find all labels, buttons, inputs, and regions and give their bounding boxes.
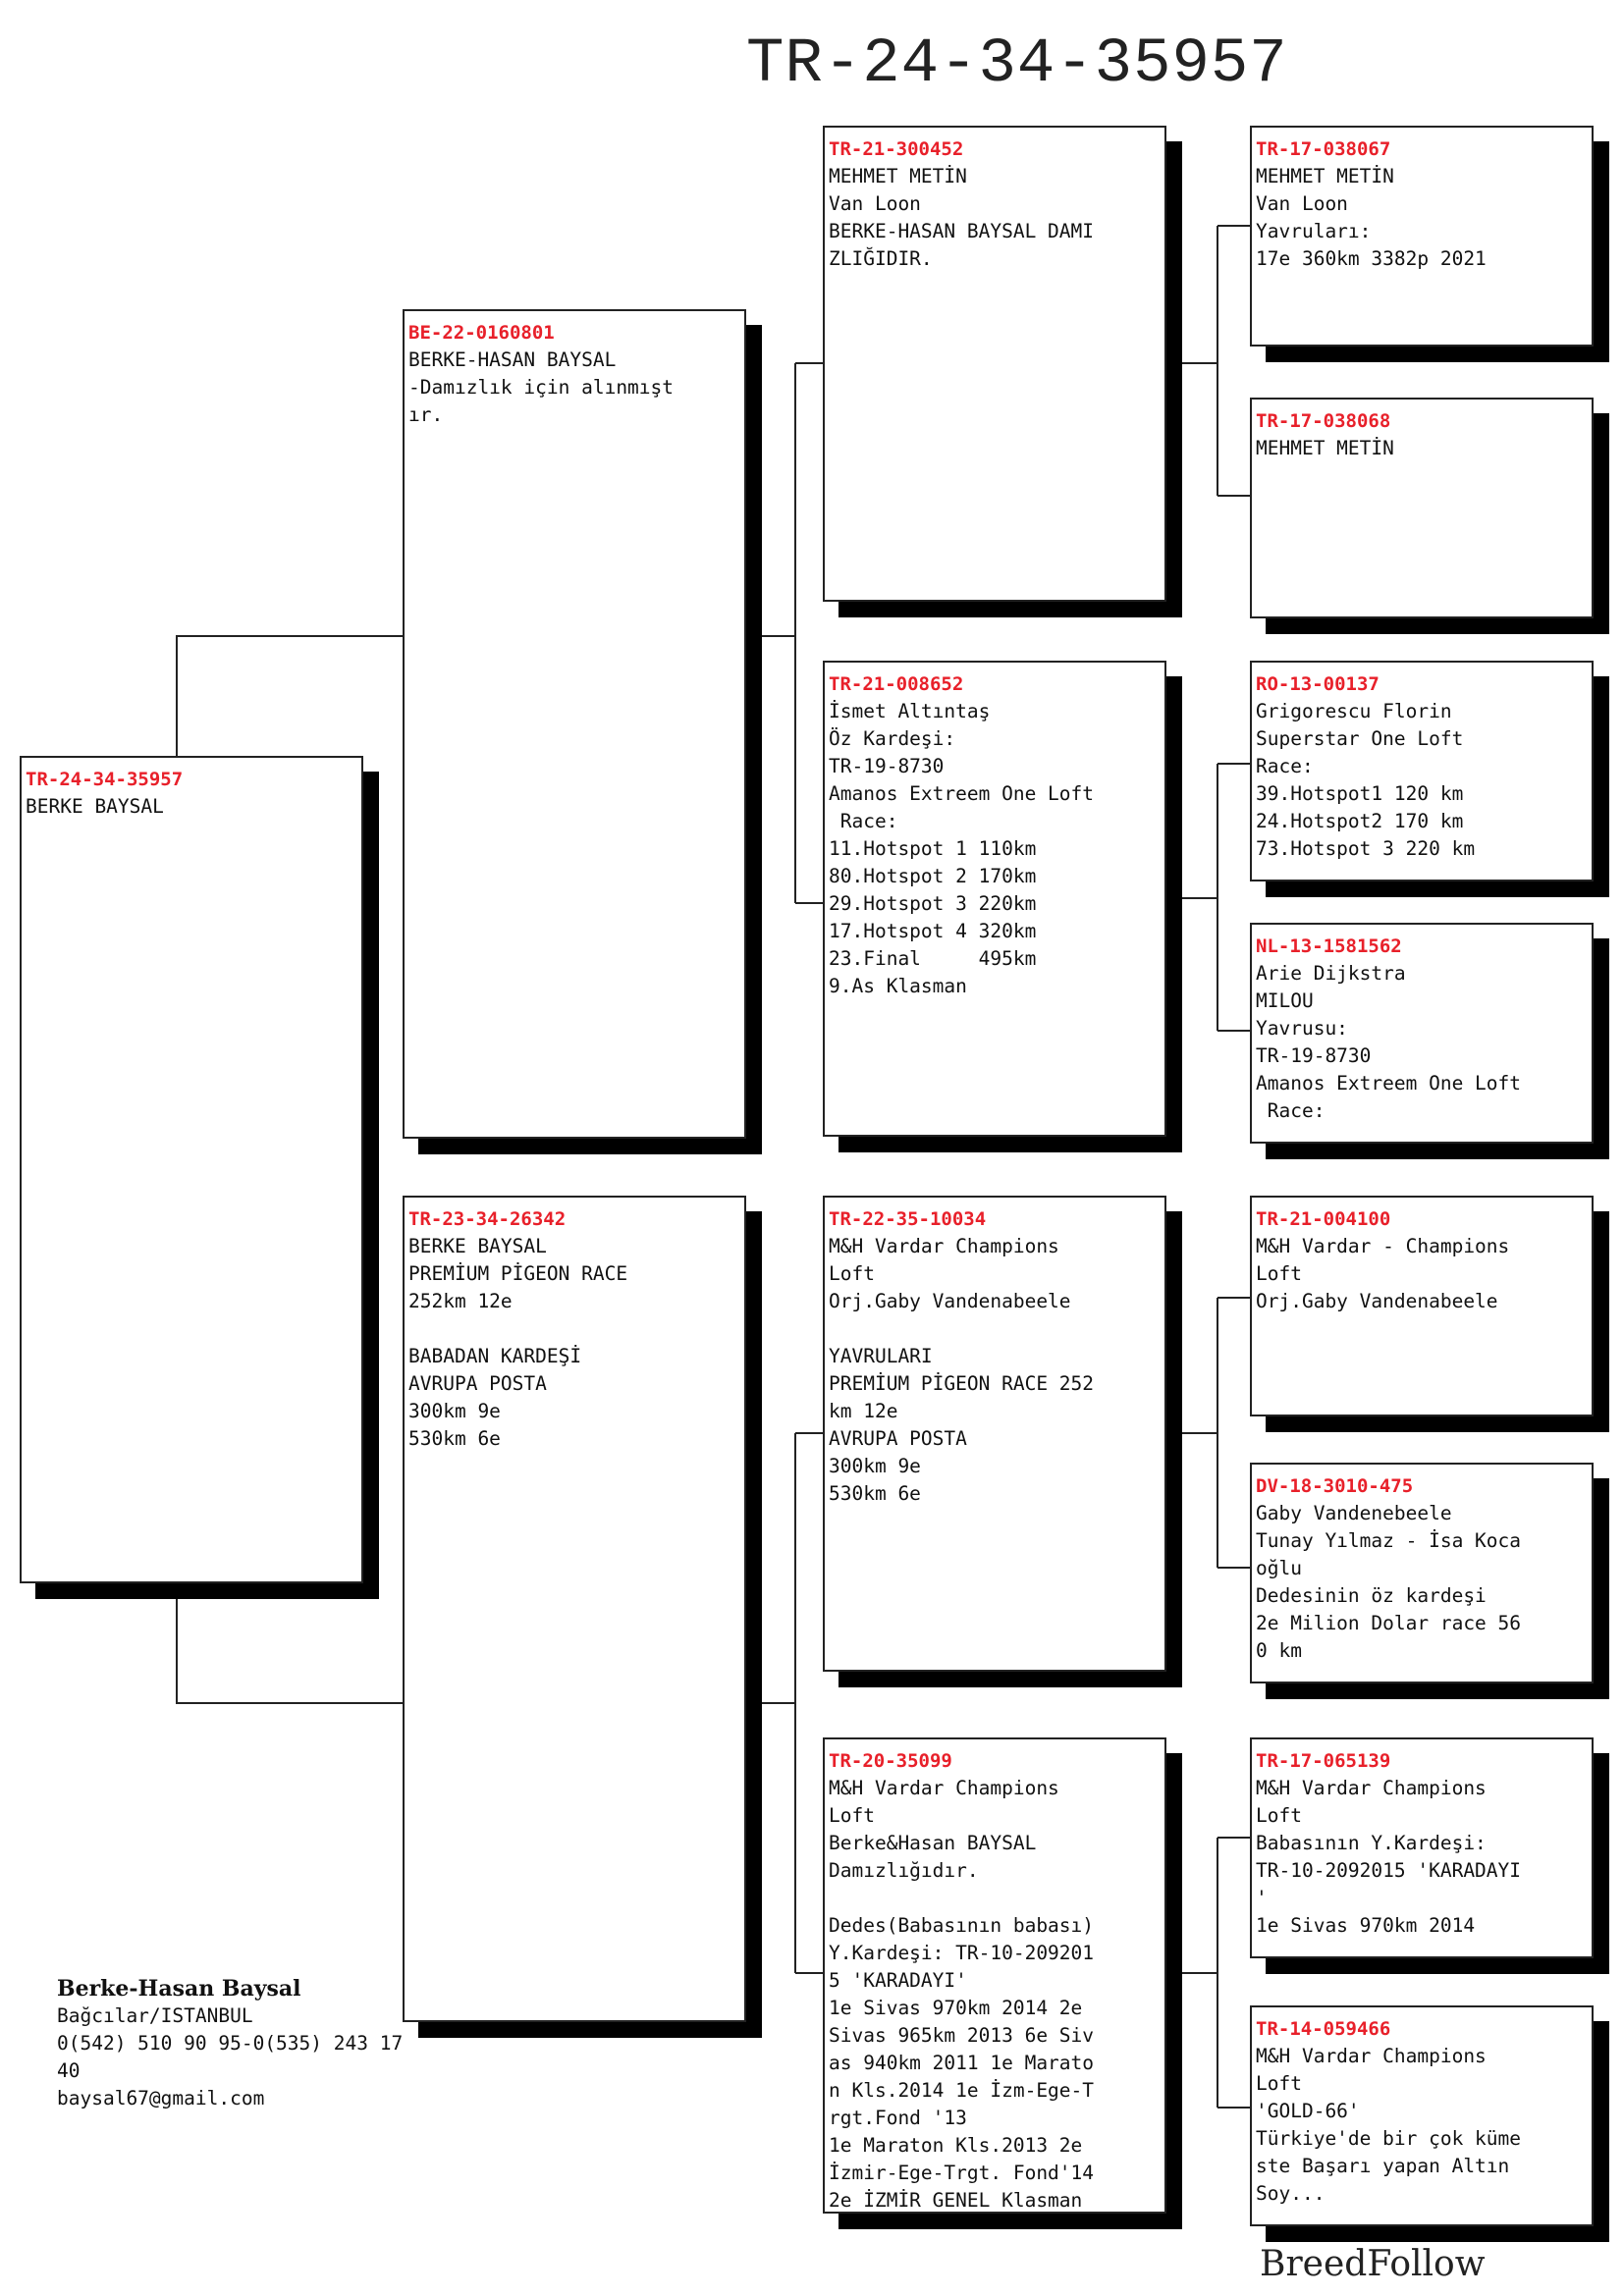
ring-number: TR-17-038068 <box>1256 410 1391 432</box>
ring-number: RO-13-00137 <box>1256 673 1380 695</box>
ring-number: TR-21-008652 <box>829 673 964 695</box>
card-details: MEHMET METİN Van Loon Yavruları: 17e 360km 3382p 2021 <box>1256 165 1487 270</box>
ring-number: TR-14-059466 <box>1256 2018 1391 2040</box>
ring-number: BE-22-0160801 <box>408 322 555 344</box>
pedigree-card-g3-6[interactable] <box>1250 1463 1594 1683</box>
card-details: BERKE BAYSAL <box>26 795 164 818</box>
pedigree-card-g3-8[interactable] <box>1250 2005 1594 2226</box>
card-details: İsmet Altıntaş Öz Kardeşi: TR-19-8730 Amanos Extreem One Loft Race: 11.Hotspot 1 110km 80.Hotspot 2 170km 29.Hotspot 3 220km 17.Hotspot 4 320km 23.Final 495km 9.As Klasman <box>829 700 1095 997</box>
ring-number: TR-21-004100 <box>1256 1208 1391 1230</box>
ring-number: TR-23-34-26342 <box>408 1208 567 1230</box>
ring-number: TR-24-34-35957 <box>26 769 184 790</box>
pedigree-card-g3-4[interactable] <box>1250 923 1594 1144</box>
owner-location: Bağcılar/ISTANBUL <box>57 2004 253 2027</box>
pedigree-card-subject[interactable] <box>20 756 363 1583</box>
card-details: M&H Vardar Champions Loft 'GOLD-66' Türkiye'de bir çok küme ste Başarı yapan Altın Soy... <box>1256 2045 1522 2205</box>
brand-logo-text: BreedFollow <box>1260 2244 1486 2284</box>
card-details: M&H Vardar Champions Loft Babasının Y.Kardeşi: TR-10-2092015 'KARADAYI ' 1e Sivas 970km 2014 <box>1256 1777 1522 1937</box>
ring-number: DV-18-3010-475 <box>1256 1475 1414 1497</box>
ring-number: TR-17-065139 <box>1256 1750 1391 1772</box>
pedigree-card-g3-2[interactable] <box>1250 398 1594 618</box>
card-details: M&H Vardar - Champions Loft Orj.Gaby Vandenabeele <box>1256 1235 1510 1312</box>
pedigree-card-sire[interactable] <box>403 309 746 1139</box>
owner-name: Berke-Hasan Baysal <box>57 1976 301 2002</box>
ring-number: NL-13-1581562 <box>1256 935 1402 957</box>
card-details: MEHMET METİN Van Loon BERKE-HASAN BAYSAL DAMI ZLIĞIDIR. <box>829 165 1095 270</box>
ring-number: TR-17-038067 <box>1256 138 1391 160</box>
ring-number: TR-20-35099 <box>829 1750 952 1772</box>
card-details: M&H Vardar Champions Loft Orj.Gaby Vandenabeele YAVRULARI PREMİUM PİGEON RACE 252 km 12e AVRUPA POSTA 300km 9e 530km 6e <box>829 1235 1095 1505</box>
owner-phones: 0(542) 510 90 95-0(535) 243 17 40 <box>57 2032 404 2082</box>
pedigree-card-sire-sire[interactable] <box>823 126 1166 602</box>
pedigree-card-g3-7[interactable] <box>1250 1737 1594 1958</box>
card-details: Arie Dijkstra MILOU Yavrusu: TR-19-8730 Amanos Extreem One Loft Race: <box>1256 962 1522 1122</box>
card-details: BERKE-HASAN BAYSAL -Damızlık için alınmışt ır. <box>408 348 675 426</box>
card-details: Gaby Vandenebeele Tunay Yılmaz - İsa Koca oğlu Dedesinin öz kardeşi 2e Milion Dolar race 56 0 km <box>1256 1502 1522 1662</box>
owner-email[interactable]: baysal67@gmail.com <box>57 2087 265 2109</box>
pedigree-card-g3-3[interactable] <box>1250 661 1594 881</box>
pedigree-card-dam[interactable] <box>403 1196 746 2022</box>
pedigree-card-dam-sire[interactable] <box>823 1196 1166 1672</box>
pedigree-card-g3-5[interactable] <box>1250 1196 1594 1416</box>
card-details: MEHMET METİN <box>1256 437 1394 459</box>
owner-info <box>57 1975 518 2112</box>
ring-number: TR-22-35-10034 <box>829 1208 987 1230</box>
page-title: TR-24-34-35957 <box>746 29 1288 100</box>
pedigree-card-sire-dam[interactable] <box>823 661 1166 1137</box>
pedigree-card-dam-dam[interactable] <box>823 1737 1166 2214</box>
pedigree-card-g3-1[interactable] <box>1250 126 1594 347</box>
card-details: M&H Vardar Champions Loft Berke&Hasan BAYSAL Damızlığıdır. Dedes(Babasının babası) Y.Kardeşi: TR-10-209201 5 'KARADAYI' 1e Sivas 970km 2014 2e Sivas 965km 2013 6e Siv as 940km 2011 1e Marato n Kls.2014 1e İzm-Ege-T rgt.Fond '13 1e Maraton Kls.2013 2e İzmir-Ege-Trgt. Fond'14 2e İZMİR GENEL Klasman <box>829 1777 1095 2212</box>
card-details: Grigorescu Florin Superstar One Loft Race: 39.Hotspot1 120 km 24.Hotspot2 170 km 73.Hotspot 3 220 km <box>1256 700 1476 860</box>
card-details: BERKE BAYSAL PREMİUM PİGEON RACE 252km 12e BABADAN KARDEŞİ AVRUPA POSTA 300km 9e 530km 6e <box>408 1235 628 1450</box>
ring-number: TR-21-300452 <box>829 138 964 160</box>
